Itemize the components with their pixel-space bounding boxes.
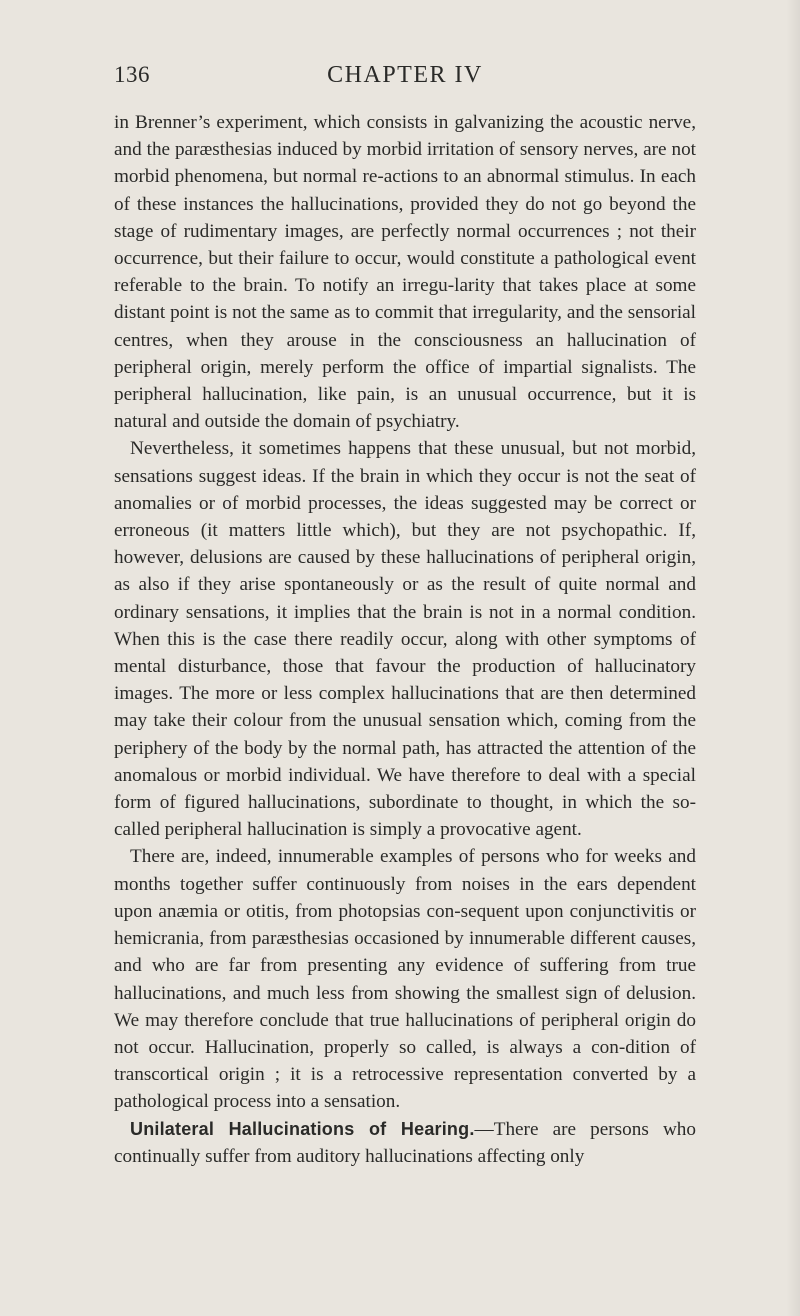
paragraph-4-text: —There are persons who continually suffer from auditory hallucinations affecting only xyxy=(114,1118,696,1167)
body-text xyxy=(114,109,696,1170)
paragraph-3: There are, indeed, innumerable examples of persons who for weeks and months together suffer continuously from noises in the ears dependent upon anæmia or otitis, from photopsias con-sequent upon conjunctivitis or hemicrania, from paræsthesias occasioned by innumerable different causes, and who are far from presenting any evidence of suffering from true hallucinations, and much less from showing the smallest sign of delusion. We may therefore conclude that true hallucinations of peripheral origin do not occur. Hallucination, properly so called, is always a con-dition of transcortical origin ; it is a retrocessive representation converted by a pathological process into a sensation. xyxy=(114,846,696,1113)
paragraph-4 xyxy=(114,1116,696,1170)
paragraph-1: in Brenner’s experiment, which consists in galvanizing the acoustic nerve, and the paræsthesias induced by morbid irritation of sensory nerves, are not morbid phenomena, but normal re-actions to an abnormal stimulus. In each of these instances the hallucinations, provided they do not go beyond the stage of rudimentary images, are perfectly normal occurrences ; not their occurrence, but their failure to occur, would constitute a pathological event referable to the brain. To notify an irregu-larity that takes place at some distant point is not the same as to commit that irregularity, and the sensorial centres, when they arouse in the consciousness an hallucination of peripheral origin, merely perform the office of impartial signalists. The peripheral hallucination, like pain, is an unusual occurrence, but it is natural and outside the domain of psychiatry. xyxy=(114,112,696,433)
paragraph-2: Nevertheless, it sometimes happens that these unusual, but not morbid, sensations suggest ideas. If the brain in which they occur is not the seat of anomalies or of morbid processes, the ideas suggested may be correct or erroneous (it matters little which), but they are not psychopathic. If, however, delusions are caused by these hallucinations of peripheral origin, as also if they arise spontaneously or as the result of quite normal and ordinary sensations, it implies that the brain is not in a normal condition. When this is the case there readily occur, along with other symptoms of mental disturbance, those that favour the production of hallucinatory images. The more or less complex hallucinations that are then determined may take their colour from the unusual sensation which, coming from the periphery of the body by the normal path, has attracted the attention of the anomalous or morbid individual. We have therefore to deal with a special form of figured hallucinations, subordinate to thought, in which the so-called peripheral hallucination is simply a provocative agent. xyxy=(114,438,696,841)
page-number: 136 xyxy=(114,62,150,87)
page-edge-shadow xyxy=(786,0,800,1316)
page-header xyxy=(114,62,696,94)
section-heading: Unilateral Hallucinations of Hearing. xyxy=(130,1118,475,1139)
running-head: CHAPTER IV xyxy=(327,62,483,88)
